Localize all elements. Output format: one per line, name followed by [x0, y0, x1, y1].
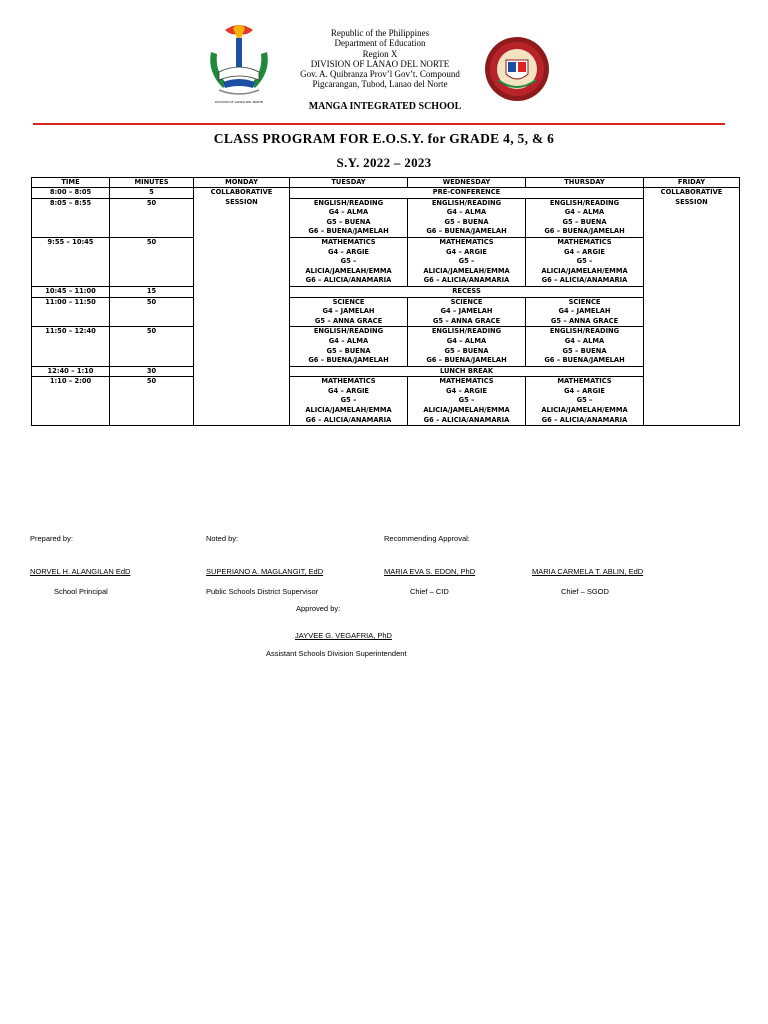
subject-line: MATHEMATICS — [439, 377, 494, 386]
heading-line: DIVISION OF LANAO DEL NORTE — [310, 58, 450, 69]
column-header: TIME — [32, 178, 110, 188]
subject-cell — [526, 237, 644, 286]
subject-line: G4 – ARGIE — [327, 247, 369, 256]
table-row — [32, 327, 740, 366]
subject-line: G4 – JAMELAH — [558, 307, 611, 316]
time-cell: 8:00 – 8:05 — [32, 188, 110, 199]
subject-line: G4 – ARGIE — [327, 386, 369, 395]
subject-line: G6 – ALICIA/ANAMARIA — [423, 276, 510, 285]
heading-line: Pigcarangan, Tubod, Lanao del Norte — [312, 79, 448, 90]
subject-line: G5 – — [458, 396, 475, 405]
table-header-row — [32, 178, 740, 188]
subject-line: G4 – ALMA — [564, 336, 605, 345]
subject-cell — [290, 237, 408, 286]
minutes-cell: 50 — [110, 237, 194, 286]
subject-line: G6 – BUENA/JAMELAH — [308, 356, 389, 365]
subject-line: G5 – ANNA GRACE — [432, 316, 501, 325]
recommending-label: Recommending Approval: — [384, 534, 470, 543]
minutes-cell: 5 — [110, 188, 194, 199]
column-header: MINUTES — [110, 178, 194, 188]
minutes-cell: 50 — [110, 377, 194, 426]
subject-line: G5 – — [576, 396, 593, 405]
subject-line: G4 – ALMA — [328, 336, 369, 345]
class-program-table — [31, 177, 740, 426]
activity-span-cell: LUNCH BREAK — [290, 366, 644, 377]
subject-cell — [290, 198, 408, 237]
subject-line: ALICIA/JAMELAH/EMMA — [541, 266, 628, 275]
subject-line: G4 – ALMA — [446, 208, 487, 217]
time-cell: 11:50 – 12:40 — [32, 327, 110, 366]
time-cell: 1:10 – 2:00 — [32, 377, 110, 426]
time-cell: 11:00 – 11:50 — [32, 297, 110, 327]
subject-line: G5 – — [340, 396, 357, 405]
cid-chief-name: MARIA EVA S. EDON, PhD — [384, 567, 476, 576]
subject-line: G5 – BUENA — [444, 346, 489, 355]
subject-cell — [408, 327, 526, 366]
minutes-cell: 15 — [110, 286, 194, 297]
subject-line: G4 – ARGIE — [445, 386, 487, 395]
minutes-cell: 50 — [110, 327, 194, 366]
table-row — [32, 366, 740, 377]
subject-line: G4 – ALMA — [446, 336, 487, 345]
heading-line: Department of Education — [334, 38, 426, 49]
column-header: MONDAY — [194, 178, 290, 188]
subject-line: ALICIA/JAMELAH/EMMA — [423, 406, 510, 415]
subject-line: G6 – BUENA/JAMELAH — [426, 227, 507, 236]
noted-label: Noted by: — [206, 534, 239, 543]
document-title: CLASS PROGRAM FOR E.O.S.Y. for GRADE 4, 5, & 6 — [213, 131, 555, 146]
subject-line: MATHEMATICS — [557, 377, 612, 386]
subject-line: G6 – ALICIA/ANAMARIA — [423, 415, 510, 424]
subject-cell — [290, 327, 408, 366]
table-row — [32, 297, 740, 327]
heading-line: Gov. A. Quibranza Prov’l Gov’t. Compound — [300, 69, 460, 80]
subject-line: ENGLISH/READING — [431, 327, 502, 336]
subject-line: ALICIA/JAMELAH/EMMA — [423, 266, 510, 275]
subject-line: G4 – JAMELAH — [322, 307, 375, 316]
subject-line: SCIENCE — [450, 297, 483, 306]
table-row — [32, 286, 740, 297]
subject-cell — [290, 377, 408, 426]
activity-span-cell: RECESS — [290, 286, 644, 297]
subject-cell — [408, 237, 526, 286]
subject-cell — [526, 327, 644, 366]
subject-line: G5 – — [576, 257, 593, 266]
logo-caption: DIVISION OF LANAO DEL NORTE — [215, 100, 263, 104]
asds-title: Assistant Schools Division Superintendent — [266, 649, 407, 658]
principal-title: School Principal — [54, 587, 108, 596]
agency-heading — [280, 28, 480, 90]
subject-line: G5 – BUENA — [326, 217, 371, 226]
subject-line: MATHEMATICS — [321, 237, 376, 246]
table-row — [32, 377, 740, 426]
subject-line: MATHEMATICS — [321, 377, 376, 386]
subject-line: G5 – — [340, 257, 357, 266]
subject-cell — [408, 198, 526, 237]
subject-line: G6 – ALICIA/ANAMARIA — [541, 415, 628, 424]
division-logo — [205, 22, 273, 106]
subject-line: ENGLISH/READING — [431, 198, 502, 207]
table-row — [32, 237, 740, 286]
approved-label: Approved by: — [296, 604, 341, 613]
column-header: WEDNESDAY — [408, 178, 526, 188]
supervisor-title: Public Schools District Supervisor — [206, 587, 319, 596]
heading-line: Republic of the Philippines — [330, 28, 430, 38]
subject-line: G6 – BUENA/JAMELAH — [544, 227, 625, 236]
subject-line: G4 – ALMA — [564, 208, 605, 217]
subject-cell — [526, 297, 644, 327]
subject-cell — [526, 377, 644, 426]
subject-line: SCIENCE — [568, 297, 601, 306]
column-header: FRIDAY — [644, 178, 740, 188]
subject-line: ALICIA/JAMELAH/EMMA — [305, 266, 392, 275]
subject-cell — [408, 297, 526, 327]
subject-line: G5 – BUENA — [562, 346, 607, 355]
subject-line: G4 – ARGIE — [563, 386, 605, 395]
subject-cell — [290, 297, 408, 327]
sgod-chief-name: MARIA CARMELA T. ABLIN, EdD — [532, 567, 644, 576]
subject-line: G6 – BUENA/JAMELAH — [426, 356, 507, 365]
subject-line: G6 – BUENA/JAMELAH — [544, 356, 625, 365]
asds-name: JAYVEE G. VEGAFRIA, PhD — [295, 631, 392, 640]
subject-line: ALICIA/JAMELAH/EMMA — [305, 406, 392, 415]
subject-line: ENGLISH/READING — [313, 198, 384, 207]
subject-line: G5 – BUENA — [444, 217, 489, 226]
time-cell: 10:45 – 11:00 — [32, 286, 110, 297]
supervisor-name: SUPERIANO A. MAGLANGIT, EdD — [206, 567, 324, 576]
subject-line: G6 – ALICIA/ANAMARIA — [541, 276, 628, 285]
activity-span-cell: PRE-CONFERENCE — [290, 188, 644, 199]
subject-line: G6 – BUENA/JAMELAH — [308, 227, 389, 236]
table-row — [32, 198, 740, 237]
school-name: MANGA INTEGRATED SCHOOL — [308, 101, 462, 112]
header-divider — [33, 123, 725, 125]
subject-line: ALICIA/JAMELAH/EMMA — [541, 406, 628, 415]
time-cell: 9:55 – 10:45 — [32, 237, 110, 286]
subject-line: G5 – ANNA GRACE — [314, 316, 383, 325]
subject-line: ENGLISH/READING — [313, 327, 384, 336]
subject-line: SCIENCE — [332, 297, 365, 306]
subject-line: G4 – ARGIE — [445, 247, 487, 256]
time-cell: 12:40 – 1:10 — [32, 366, 110, 377]
subject-line: G6 – ALICIA/ANAMARIA — [305, 276, 392, 285]
monday-collaborative-session: COLLABORATIVE SESSION — [194, 188, 290, 426]
heading-line: Region X — [362, 48, 398, 59]
table-row — [32, 188, 740, 199]
subject-line: ENGLISH/READING — [549, 327, 620, 336]
subject-line: G4 – ALMA — [328, 208, 369, 217]
subject-line: G5 – BUENA — [326, 346, 371, 355]
subject-line: MATHEMATICS — [557, 237, 612, 246]
principal-name: NORVEL H. ALANGILAN EdD — [30, 567, 131, 576]
subject-line: G6 – ALICIA/ANAMARIA — [305, 415, 392, 424]
school-year: S.Y. 2022 – 2023 — [336, 155, 432, 170]
subject-line: G5 – ANNA GRACE — [550, 316, 619, 325]
subject-line: MATHEMATICS — [439, 237, 494, 246]
subject-line: G4 – ARGIE — [563, 247, 605, 256]
subject-cell — [526, 198, 644, 237]
cid-chief-title: Chief – CID — [410, 587, 449, 596]
friday-collaborative-session: COLLABORATIVE SESSION — [644, 188, 740, 426]
subject-cell — [408, 377, 526, 426]
column-header: THURSDAY — [526, 178, 644, 188]
school-seal — [484, 36, 550, 102]
subject-line: G4 – JAMELAH — [440, 307, 493, 316]
subject-line: G5 – — [458, 257, 475, 266]
minutes-cell: 50 — [110, 297, 194, 327]
subject-line: G5 – BUENA — [562, 217, 607, 226]
column-header: TUESDAY — [290, 178, 408, 188]
sgod-chief-title: Chief – SGOD — [561, 587, 609, 596]
time-cell: 8:05 – 8:55 — [32, 198, 110, 237]
minutes-cell: 30 — [110, 366, 194, 377]
subject-line: ENGLISH/READING — [549, 198, 620, 207]
minutes-cell: 50 — [110, 198, 194, 237]
document-header — [0, 0, 768, 130]
prepared-label: Prepared by: — [30, 534, 73, 543]
